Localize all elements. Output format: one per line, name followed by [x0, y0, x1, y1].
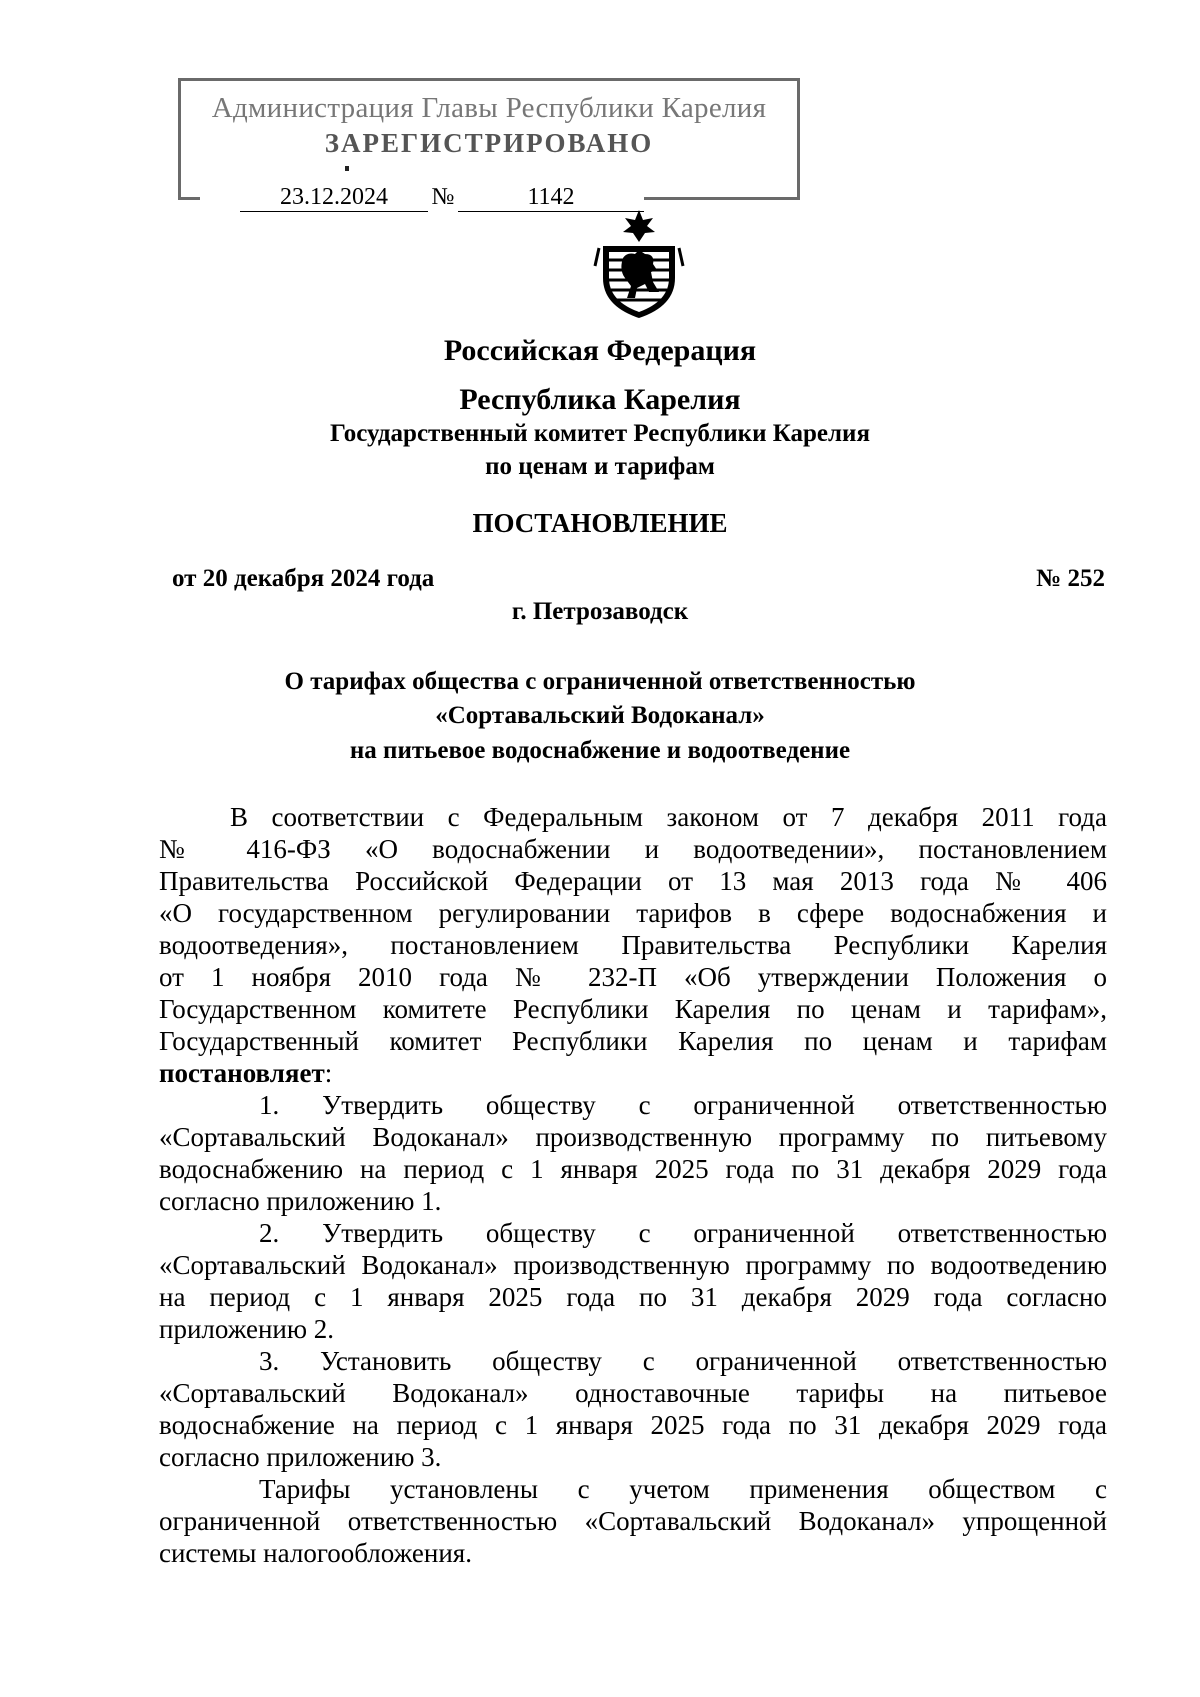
decree-colon: :	[324, 1058, 333, 1088]
preamble-line: от 1 ноября 2010 года № 232-П «Об утверждении Положения о	[159, 962, 1107, 992]
registration-number: 1142	[458, 183, 644, 212]
document-title-line1: О тарифах общества с ограниченной ответственностью	[284, 668, 916, 695]
russian-federation-heading: Российская Федерация	[443, 334, 757, 367]
item2-line: приложению 2.	[159, 1314, 335, 1344]
republic-heading: Республика Карелия	[459, 383, 741, 416]
item3-line: согласно приложению 3.	[159, 1442, 442, 1472]
stamp-registered-text: ЗАРЕГИСТРИРОВАНО	[324, 128, 654, 158]
item1-line: «Сортавальский Водоканал» производственную программу по питьевому	[159, 1122, 1107, 1152]
item1-line: 1. Утвердить обществу с ограниченной ответственностью	[259, 1090, 1107, 1120]
preamble-line: Государственном комитете Республики Карелия по ценам и тарифам»,	[159, 994, 1107, 1024]
note-line: системы налогообложения.	[159, 1538, 472, 1568]
registration-date: 23.12.2024	[240, 183, 428, 212]
preamble-line: В соответствии с Федеральным законом от 7 декабря 2011 года	[230, 802, 1107, 832]
stamp-frame-corner-left	[178, 197, 200, 200]
item2-line: 2. Утвердить обществу с ограниченной ответственностью	[259, 1218, 1107, 1248]
item2-line: на период с 1 января 2025 года по 31 декабря 2029 года согласно	[159, 1282, 1107, 1312]
preamble-line: Правительства Российской Федерации от 13 мая 2013 года № 406	[159, 866, 1107, 896]
note-line: ограниченной ответственностью «Сортавальский Водоканал» упрощенной	[159, 1506, 1107, 1536]
document-type-heading: ПОСТАНОВЛЕНИЕ	[472, 508, 728, 538]
document-city: г. Петрозаводск	[511, 598, 689, 625]
preamble-line: водоотведения», постановлением Правительства Республики Карелия	[159, 930, 1107, 960]
item1-line: согласно приложению 1.	[159, 1186, 442, 1216]
preamble-line: Государственный комитет Республики Карелия по ценам и тарифам	[159, 1026, 1107, 1056]
item1-line: водоснабжению на период с 1 января 2025 года по 31 декабря 2029 года	[159, 1154, 1107, 1184]
note-line: Тарифы установлены с учетом применения обществом с	[259, 1474, 1107, 1504]
registration-number-sign: №	[431, 184, 455, 210]
document-title-line2: «Сортавальский Водоканал»	[435, 702, 765, 729]
item2-line: «Сортавальский Водоканал» производственную программу по водоотведению	[159, 1250, 1107, 1280]
document-number: № 252	[1036, 565, 1105, 592]
karelia-coat-of-arms-icon	[593, 208, 685, 320]
stamp-frame-corner-right	[644, 197, 800, 200]
item3-line: 3. Установить обществу с ограниченной ответственностью	[259, 1346, 1107, 1376]
document-title-line3: на питьевое водоснабжение и водоотведение	[349, 737, 851, 764]
stamp-administration-text: Администрация Главы Республики Карелия	[211, 92, 767, 124]
decree-word-bold: постановляет	[159, 1058, 325, 1088]
committee-heading-line1: Государственный комитет Республики Карелия	[330, 420, 870, 447]
decree-word	[159, 1057, 1107, 1089]
committee-heading-line2: по ценам и тарифам	[485, 453, 715, 480]
document-date: от 20 декабря 2024 года	[172, 565, 435, 592]
preamble-line: «О государственном регулировании тарифов в сфере водоснабжения и	[159, 898, 1107, 928]
item3-line: водоснабжение на период с 1 января 2025 года по 31 декабря 2029 года	[159, 1410, 1107, 1440]
preamble-line: № 416-ФЗ «О водоснабжении и водоотведении», постановлением	[159, 834, 1107, 864]
item3-line: «Сортавальский Водоканал» одноставочные тарифы на питьевое	[159, 1378, 1107, 1408]
stamp-mark	[345, 166, 349, 171]
